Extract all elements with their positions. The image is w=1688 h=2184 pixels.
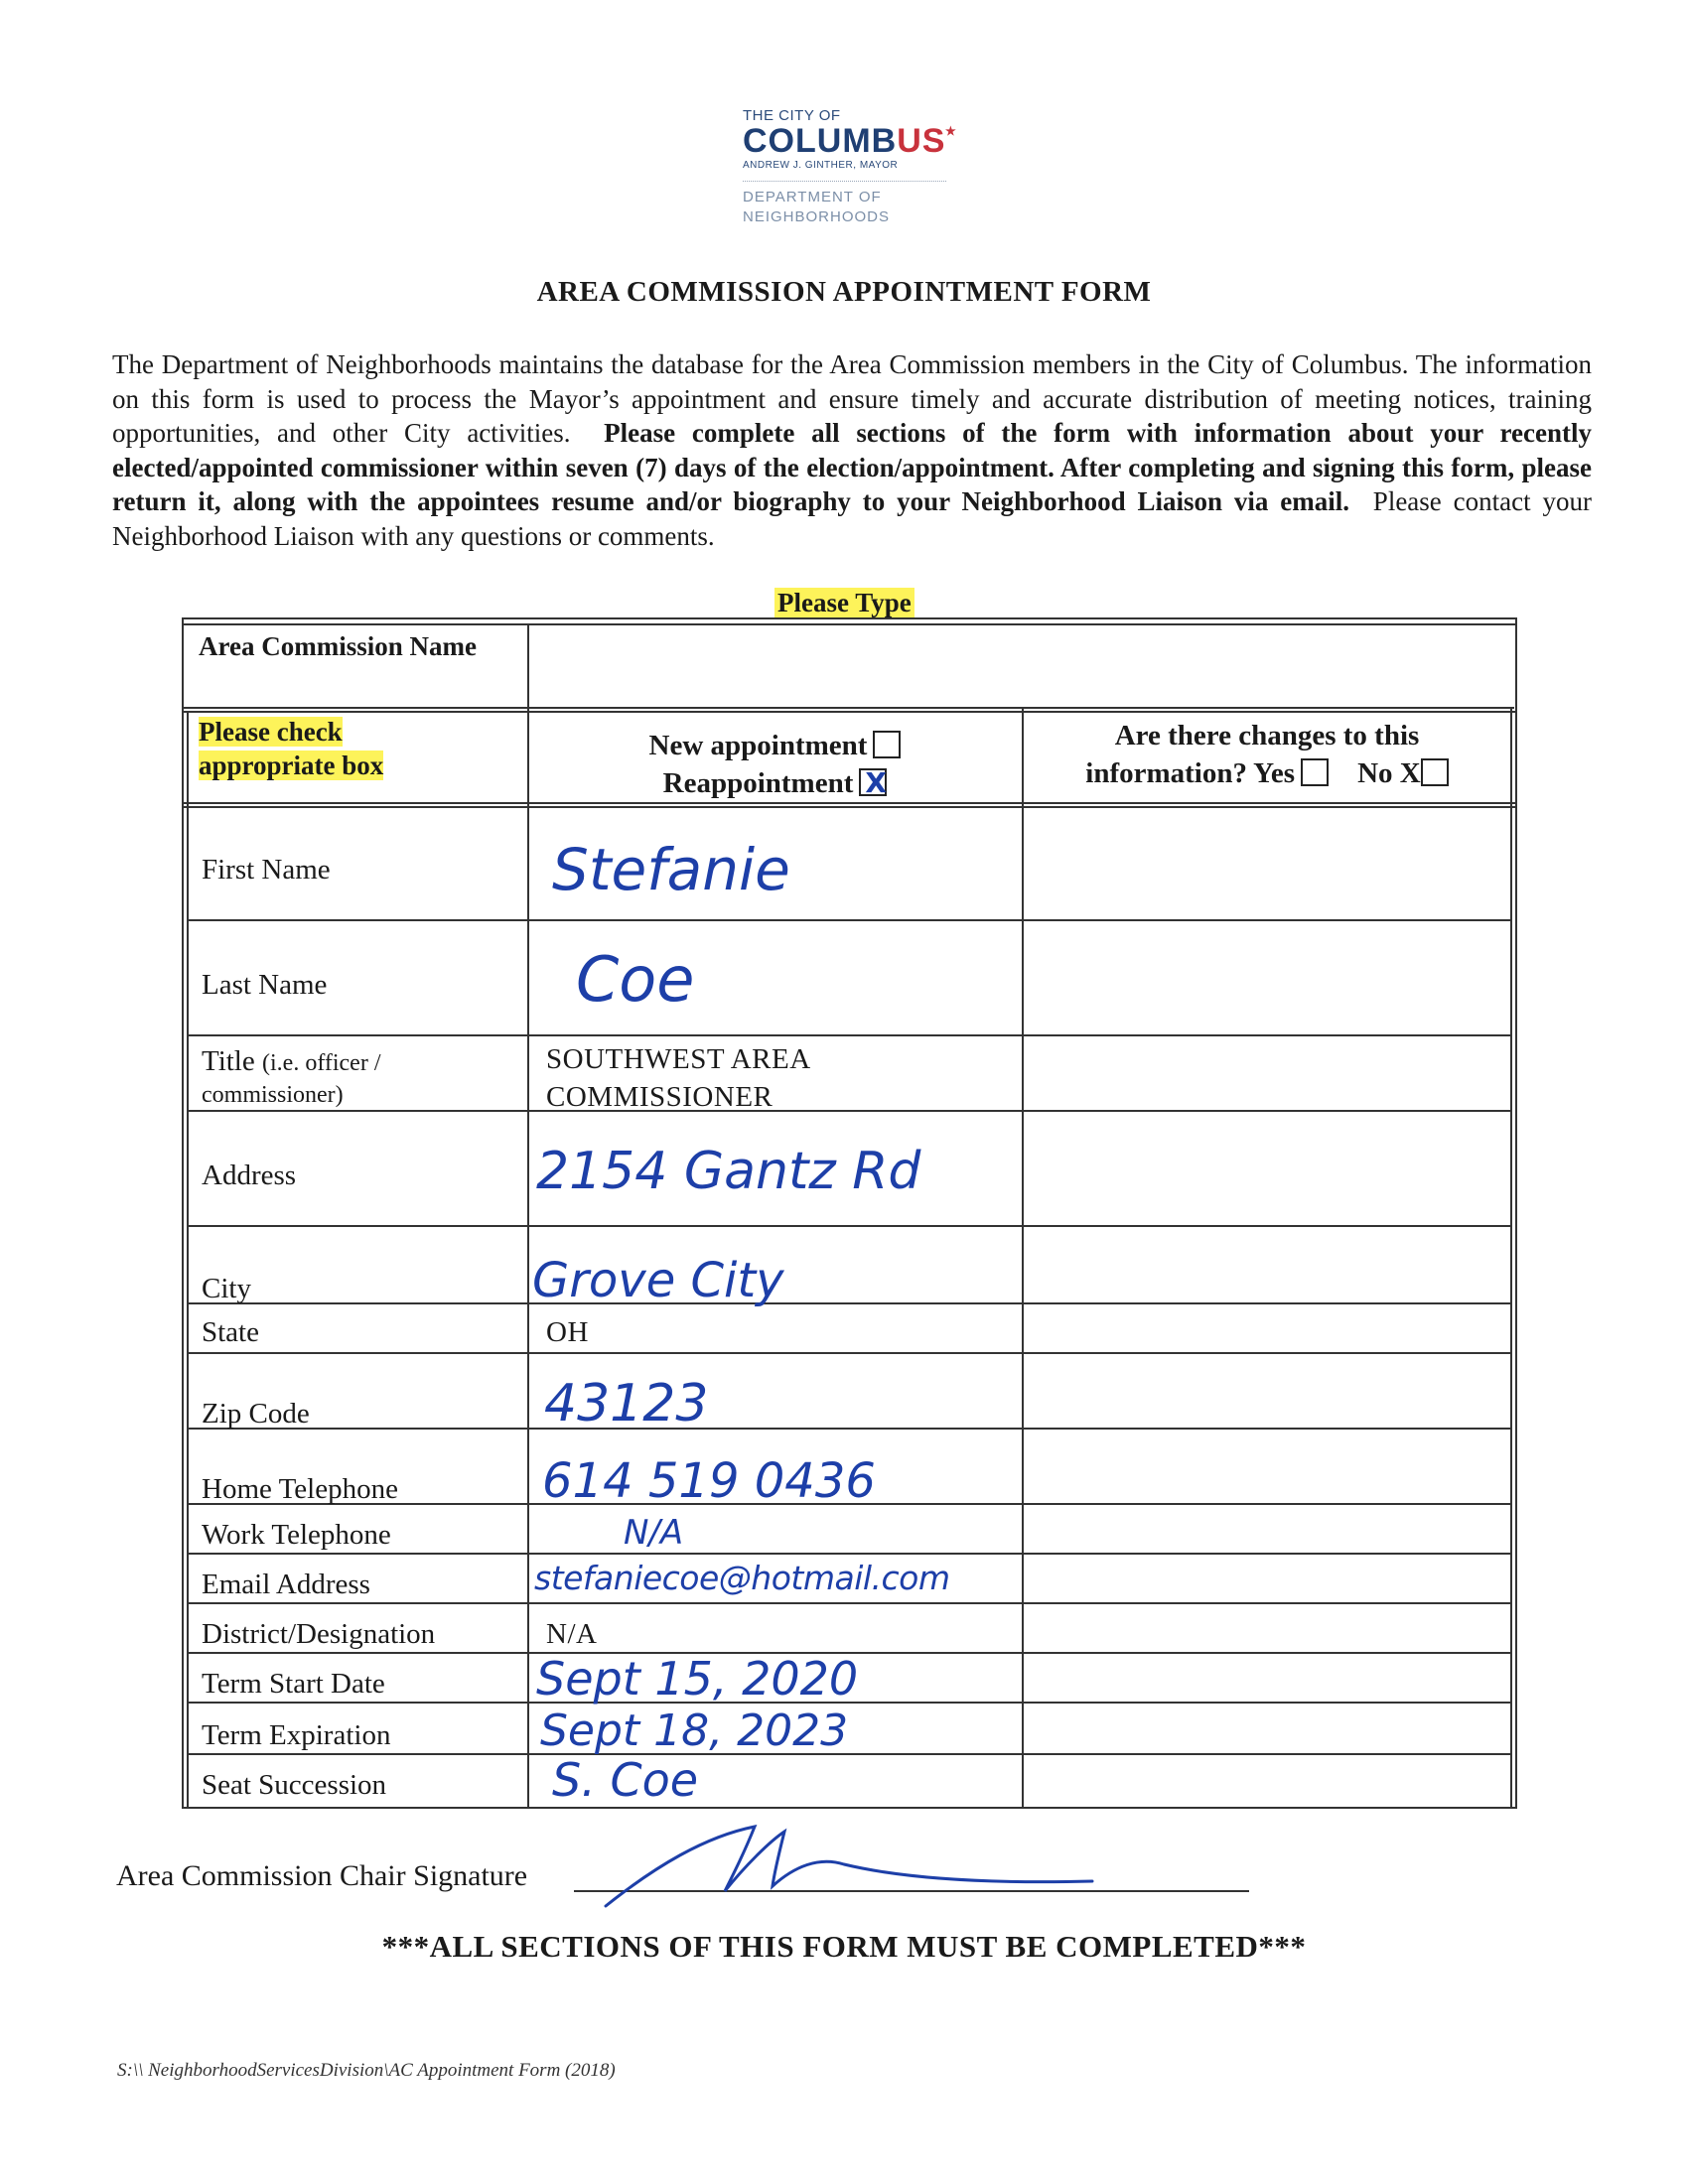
term-expiration-label: Term Expiration <box>202 1719 391 1751</box>
seat-succession-value[interactable]: S. Coe <box>552 1753 699 1807</box>
work-telephone-value[interactable]: N/A <box>624 1513 684 1553</box>
home-telephone-label: Home Telephone <box>202 1473 398 1505</box>
term-start-label: Term Start Date <box>202 1668 385 1700</box>
district-label: District/Designation <box>202 1618 436 1650</box>
intro-paragraph: The Department of Neighborhoods maintains the database for the Area Commission members in the City of Columbus. The information on this form is used to process the Mayor’s appointment and ensure timely and accurate distribution of meeting notices, training opportunities, and other City activities. Please complete all sections of the form with information about your recently elected/appointed commissioner within seven (7) days of the election/appointment. After completing and signing this form, please return it, along with the appointees resume and/or biography to your Neighborhood Liaison via email. Please contact your Neighborhood Liaison with any questions or comments. <box>112 349 1593 551</box>
last-name-label: Last Name <box>202 969 328 1001</box>
logo-divider <box>743 181 946 182</box>
state-label: State <box>202 1316 259 1348</box>
changes-question: Are there changes to this information? Yes No X <box>1024 717 1510 792</box>
city-label: City <box>202 1273 251 1304</box>
city-value[interactable]: Grove City <box>532 1253 784 1308</box>
title-label: Title (i.e. officer / commissioner) <box>202 1045 381 1108</box>
zip-code-value[interactable]: 43123 <box>544 1374 709 1433</box>
completion-notice: ***ALL SECTIONS OF THIS FORM MUST BE COMPLETED*** <box>381 1929 1307 1964</box>
address-label: Address <box>202 1160 297 1191</box>
home-telephone-value[interactable]: 614 519 0436 <box>542 1453 876 1509</box>
email-address-value[interactable]: stefaniecoe@hotmail.com <box>534 1559 950 1597</box>
commission-name-label: Area Commission Name <box>199 631 477 661</box>
title-value[interactable]: SOUTHWEST AREA COMMISSIONER <box>546 1043 811 1113</box>
first-name-label: First Name <box>202 854 331 886</box>
term-start-value[interactable]: Sept 15, 2020 <box>536 1652 859 1706</box>
signature-image <box>596 1807 1112 1916</box>
logo-columbus: COLUMBUS ★ <box>743 124 961 158</box>
please-type-note: Please Type <box>774 588 914 618</box>
district-value[interactable]: N/A <box>546 1618 598 1650</box>
changes-no-checkbox[interactable] <box>1421 758 1449 786</box>
reappointment-checkbox[interactable] <box>859 768 887 796</box>
new-appointment-checkbox[interactable] <box>873 731 901 758</box>
city-logo <box>743 107 961 227</box>
email-address-label: Email Address <box>202 1569 370 1600</box>
star-icon: ★ <box>945 124 957 138</box>
logo-department: DEPARTMENT OF <box>743 189 882 205</box>
logo-neighborhoods: NEIGHBORHOODS <box>743 208 891 225</box>
changes-yes-checkbox[interactable] <box>1301 758 1329 786</box>
zip-code-label: Zip Code <box>202 1398 310 1430</box>
state-value[interactable]: OH <box>546 1316 589 1348</box>
appointment-type: New appointment ReappointmentX <box>528 727 1022 802</box>
term-expiration-value[interactable]: Sept 18, 2023 <box>540 1706 849 1756</box>
signature-label: Area Commission Chair Signature <box>116 1859 528 1892</box>
work-telephone-label: Work Telephone <box>202 1519 391 1551</box>
logo-mayor: ANDREW J. GINTHER, MAYOR <box>743 160 899 171</box>
file-path-footer: S:\\ NeighborhoodServicesDivision\AC Appointment Form (2018) <box>117 2060 616 2081</box>
seat-succession-label: Seat Succession <box>202 1769 387 1801</box>
form-title: AREA COMMISSION APPOINTMENT FORM <box>536 276 1152 308</box>
logo-city-of: THE CITY OF <box>743 107 841 124</box>
address-value[interactable]: 2154 Gantz Rd <box>536 1142 921 1201</box>
last-name-value[interactable]: Coe <box>576 943 695 1016</box>
first-name-value[interactable]: Stefanie <box>552 836 790 903</box>
check-box-note: Please check appropriate box <box>199 717 384 780</box>
